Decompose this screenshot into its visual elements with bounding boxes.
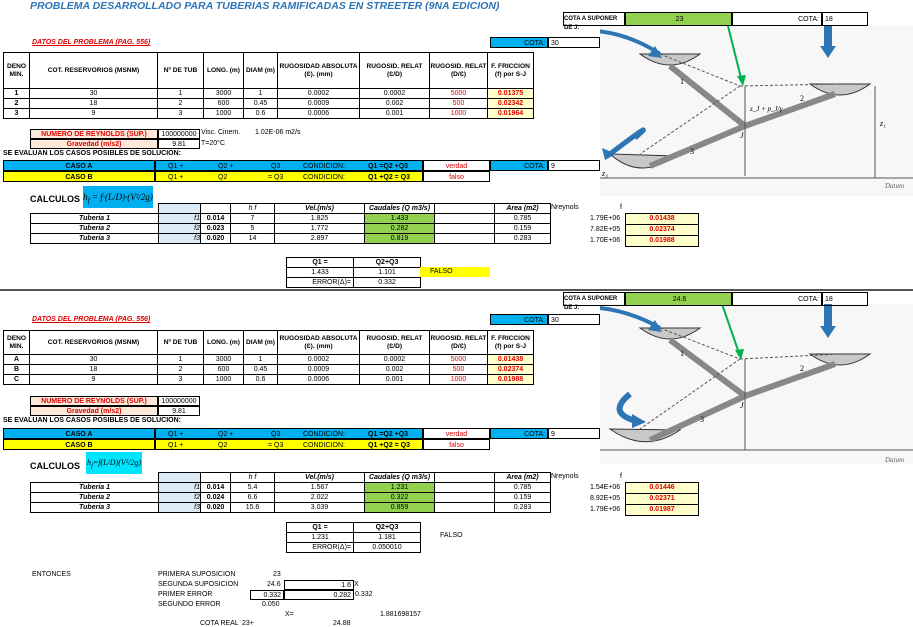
cell[interactable]: 7 (231, 214, 275, 224)
nreynols-header: Nreynols (551, 204, 579, 211)
header-long: LONG. (m) (204, 331, 244, 355)
cell[interactable]: 0.0002 (360, 355, 430, 365)
cell[interactable]: 0.282 (365, 224, 435, 234)
visc-value: 1.02E-06 m2/s (255, 129, 301, 136)
pipe-label-1: 1 (680, 77, 684, 86)
caso-a-result: verdad (423, 428, 490, 439)
cell[interactable]: 0.020 (201, 234, 231, 244)
datos-title: DATOS DEL PROBLEMA (PAG. 556) (32, 39, 151, 46)
datum-label: Datum (885, 456, 905, 464)
tuberia-label: Tuberia 2 (31, 224, 159, 234)
cota-top-label: COTA: (490, 314, 548, 325)
cell[interactable]: 2.022 (275, 493, 365, 503)
calculos-label: CALCULOS (30, 194, 80, 204)
caso-b-name: CASO B (3, 439, 155, 450)
cell[interactable]: 0.819 (365, 234, 435, 244)
cota-top-label: COTA: (490, 37, 548, 48)
x-label: X (354, 581, 359, 588)
cell[interactable]: 3 (158, 375, 204, 385)
reynolds-value[interactable]: 100000000 (158, 129, 200, 139)
header-rug-rel: RUGOSID. RELAT (Ɛ/D) (360, 331, 430, 355)
table-row (4, 109, 534, 119)
cell[interactable]: 1000 (204, 109, 244, 119)
cell[interactable]: 1.567 (275, 483, 365, 493)
cota-mid-label: COTA: (490, 428, 548, 439)
darcy-formula: $h_f = f\cdot(L/D)\cdot(V^2/2g)$ (83, 186, 153, 208)
cell[interactable]: 1000 (430, 375, 488, 385)
cell[interactable]: 0.0009 (278, 99, 360, 109)
cell[interactable]: 0.0009 (278, 365, 360, 375)
cell[interactable]: 5 (231, 224, 275, 234)
q1-value[interactable]: 1.433 (287, 268, 354, 278)
primera-value: 23 (273, 571, 281, 578)
cota-top-value[interactable]: 30 (548, 37, 600, 48)
caudal-header: Caudales (Q m3/s) (365, 204, 435, 214)
cell[interactable]: 0.159 (495, 224, 551, 234)
segunda-value: 24.6 (267, 581, 281, 588)
eval-label: SE EVALUAN LOS CASOS POSIBLES DE SOLUCION: (3, 150, 182, 157)
pipe-label-2: 2 (800, 94, 804, 103)
f-header: f (620, 204, 622, 211)
cota-mid-label: COTA: (490, 160, 548, 171)
reynolds-label: NUMERO DE REYNOLDS (SUP.) (30, 129, 158, 139)
primer-error-diff[interactable]: 0.282 (284, 590, 354, 600)
gravedad-label: Gravedad (m/s2) (30, 139, 158, 149)
header-rug-abs: RUGOSIDAD ABSOLUTA (Ɛ). (mm) (278, 53, 360, 89)
tuberia-label: Tuberia 3 (31, 234, 159, 244)
cell[interactable]: 3.039 (275, 503, 365, 513)
cell[interactable]: 0.859 (365, 503, 435, 513)
cell[interactable]: 0.6 (244, 375, 278, 385)
cell[interactable]: 2 (4, 99, 30, 109)
caso-a-name: CASO A (3, 160, 155, 171)
segunda-diff[interactable]: 1.6 (284, 580, 354, 590)
cota-real-value: 23+ (242, 620, 254, 627)
cell[interactable]: 0.785 (495, 214, 551, 224)
vel-header: Vel.(m/s) (275, 473, 365, 483)
header-rug-rel2: RUGOSID. RELAT (D/Ɛ) (430, 331, 488, 355)
cota-mid-value[interactable]: 9 (548, 428, 600, 439)
cell[interactable]: 2 (158, 99, 204, 109)
q23-label: Q2+Q3 (354, 523, 421, 533)
cell[interactable]: 3000 (204, 89, 244, 99)
caso-b-name: CASO B (3, 171, 155, 182)
cell[interactable]: 0.024 (201, 493, 231, 503)
cell[interactable]: 0.002 (360, 99, 430, 109)
cota-right-value[interactable]: 18 (822, 292, 868, 306)
cota-suponer-value[interactable]: 24.6 (625, 292, 732, 306)
cell[interactable]: 0.0006 (278, 109, 360, 119)
nreynols-3: 1.70E+06 (590, 237, 621, 244)
cell[interactable]: 0.0002 (278, 89, 360, 99)
page-title: PROBLEMA DESARROLLADO PARA TUBERIAS RAMIFICADAS EN STREETER (9NA EDICION) (30, 0, 500, 12)
nreynols-2: 7.82E+05 (590, 226, 621, 233)
f-header: f (620, 473, 622, 480)
cota-real-label: COTA REAL (200, 620, 239, 627)
cell[interactable]: 14 (231, 234, 275, 244)
cell[interactable]: 1 (158, 355, 204, 365)
cell[interactable]: 1.825 (275, 214, 365, 224)
q1-label: Q1 = (287, 523, 354, 533)
section-divider (0, 289, 913, 291)
cell[interactable]: 1000 (204, 375, 244, 385)
cell[interactable]: 500 (430, 99, 488, 109)
tuberia-label: Tuberia 2 (31, 493, 159, 503)
table-row (4, 355, 534, 365)
error-value[interactable]: 0.332 (354, 278, 421, 288)
caso-a-row: Q1 + Q2 + Q3 CONDICION: Q1 =Q2 +Q3 (155, 428, 423, 439)
segundo-error-label: SEGUNDO ERROR (158, 601, 221, 608)
cell[interactable]: 0.01438 (488, 355, 534, 365)
table-row (4, 89, 534, 99)
z1-label: z₁ (880, 119, 886, 128)
cell[interactable]: 5000 (430, 355, 488, 365)
tuberia-label: Tuberia 3 (31, 503, 159, 513)
summary-table (286, 522, 421, 553)
cell[interactable]: 0.6 (244, 109, 278, 119)
cota-right-label: COTA: (732, 12, 822, 26)
f-label: f3 (159, 234, 201, 244)
datos-title: DATOS DEL PROBLEMA (PAG. 556) (32, 316, 151, 323)
f-result-3[interactable]: 0.01988 (625, 235, 699, 247)
pipe-label-1: 1 (680, 349, 684, 358)
pipe-label-3: 3 (690, 147, 694, 156)
x-eq-label: X= (285, 611, 294, 618)
visc-label: Visc. Cinem. (201, 129, 241, 136)
f-result-2[interactable]: 0.02371 (625, 493, 699, 505)
q23-value[interactable]: 1.101 (354, 268, 421, 278)
tuberia-label: Tuberia 1 (31, 483, 159, 493)
header-ntub: Nº DE TUB (158, 331, 204, 355)
cell[interactable]: 600 (204, 99, 244, 109)
primer-error-label: PRIMER ERROR (158, 591, 213, 598)
cell[interactable]: 0.322 (365, 493, 435, 503)
segundo-error-value: 0.050 (262, 601, 280, 608)
f-result-1[interactable]: 0.01438 (625, 213, 699, 225)
cota-right-value[interactable]: 18 (822, 12, 868, 26)
cell[interactable]: 1 (244, 355, 278, 365)
darcy-formula: $h_f=f(L/D)(V^2/2g)$ (86, 452, 142, 474)
z3-label: z₃ (602, 169, 608, 178)
nreynols-2: 8.92E+05 (590, 495, 621, 502)
table-row (31, 483, 551, 493)
f-label: f2 (159, 493, 201, 503)
branched-pipes-diagram (600, 26, 913, 196)
cota-suponer-value[interactable]: 23 (625, 12, 732, 26)
cell[interactable]: 0.283 (495, 234, 551, 244)
pipe-label-3: 3 (700, 415, 704, 424)
cell[interactable]: 5.4 (231, 483, 275, 493)
table-row (4, 375, 534, 385)
cell[interactable]: 1.231 (365, 483, 435, 493)
calculos-table (30, 472, 551, 513)
header-rug-rel: RUGOSID. RELAT (Ɛ/D) (360, 53, 430, 89)
cota-suponer-label: COTA A SUPONER DE J: (563, 12, 625, 26)
cell[interactable]: 30 (30, 355, 158, 365)
table-row (31, 224, 551, 234)
error-label: ERROR(Δ)= (287, 543, 354, 553)
summary-table (286, 257, 421, 288)
segunda-label: SEGUNDA SUPOSICION (158, 581, 239, 588)
error-label: ERROR(Δ)= (287, 278, 354, 288)
area-header: Area (m2) (495, 204, 551, 214)
cell[interactable]: 1 (4, 89, 30, 99)
cell[interactable]: B (4, 365, 30, 375)
f-label: f2 (159, 224, 201, 234)
falso-badge: FALSO (420, 267, 490, 277)
caso-a-row: Q1 + Q2 + Q3 CONDICION: Q1 =Q2 +Q3 (155, 160, 423, 171)
header-deno: DENO MIN. (4, 331, 30, 355)
caudal-header: Caudales (Q m3/s) (365, 473, 435, 483)
cell[interactable]: 0.45 (244, 99, 278, 109)
cell[interactable]: 0.002 (360, 365, 430, 375)
falso-badge: FALSO (440, 532, 463, 539)
cell[interactable]: 0.785 (495, 483, 551, 493)
entonces-label: ENTONCES (32, 571, 71, 578)
cota-suponer-label: COTA A SUPONER DE J: (563, 292, 625, 306)
f-result-1[interactable]: 0.01446 (625, 482, 699, 494)
zj-label: z_J + p_J/γ (750, 105, 783, 113)
section-2 (0, 292, 913, 551)
cell[interactable]: 9 (30, 109, 158, 119)
cell[interactable]: 18 (30, 99, 158, 109)
primer-error-v3: 0.332 (355, 591, 373, 598)
cell[interactable]: 5000 (430, 89, 488, 99)
cell[interactable]: 0.02342 (488, 99, 534, 109)
table-row (4, 99, 534, 109)
nreynols-1: 1.79E+06 (590, 215, 621, 222)
cell[interactable]: 0.001 (360, 109, 430, 119)
caso-b-row: Q1 + Q2 = Q3 CONDICION: Q1 +Q2 = Q3 (155, 171, 423, 182)
x-value: 1.881698157 (380, 611, 421, 618)
junction-label: J (740, 401, 744, 410)
cell[interactable]: 1000 (430, 109, 488, 119)
cell[interactable]: 3000 (204, 355, 244, 365)
cota-real-result: 24.88 (333, 620, 351, 627)
branched-pipes-diagram (600, 304, 913, 464)
cell[interactable]: 0.014 (201, 483, 231, 493)
primera-label: PRIMERA SUPOSICION (158, 571, 236, 578)
header-fric: F. FRICCION (f) por S-J (488, 53, 534, 89)
cell[interactable]: 0.0002 (360, 89, 430, 99)
area-header: Area (m2) (495, 473, 551, 483)
cell[interactable]: 0.001 (360, 375, 430, 385)
cell[interactable]: 0.023 (201, 224, 231, 234)
hf-header: h f (231, 473, 275, 483)
q1-value[interactable]: 1.231 (287, 533, 354, 543)
datum-label: Datum (885, 182, 905, 190)
nreynols-3: 1.79E+06 (590, 506, 621, 513)
cota-mid-value[interactable]: 9 (548, 160, 600, 171)
caso-b-row: Q1 + Q2 = Q3 CONDICION: Q1 +Q2 = Q3 (155, 439, 423, 450)
section-1 (0, 12, 913, 288)
f-label: f1 (159, 214, 201, 224)
cell[interactable]: 0.01375 (488, 89, 534, 99)
header-diam: DIAM (m) (244, 331, 278, 355)
gravedad-value[interactable]: 9.81 (158, 406, 200, 416)
cell[interactable]: 1.433 (365, 214, 435, 224)
table-row (4, 365, 534, 375)
temperature: T=20°C (201, 140, 226, 147)
cell[interactable]: 1 (244, 89, 278, 99)
cell[interactable]: C (4, 375, 30, 385)
cell[interactable]: 9 (30, 375, 158, 385)
cell[interactable]: 0.0002 (278, 355, 360, 365)
cell[interactable]: 15.6 (231, 503, 275, 513)
error-value[interactable]: 0.050010 (354, 543, 421, 553)
gravedad-label: Gravedad (m/s2) (30, 406, 158, 416)
datos-table (3, 330, 534, 385)
header-ntub: Nº DE TUB (158, 53, 204, 89)
header-cot: COT. RESERVORIOS (MSNM) (30, 331, 158, 355)
nreynols-1: 1.54E+06 (590, 484, 621, 491)
q23-value[interactable]: 1.181 (354, 533, 421, 543)
nreynols-header: Nreynols (551, 473, 579, 480)
cota-right-label: COTA: (732, 292, 822, 306)
cell[interactable]: 500 (430, 365, 488, 375)
calculos-table (30, 203, 551, 244)
datos-table (3, 52, 534, 119)
cell[interactable]: 0.02374 (488, 365, 534, 375)
cell[interactable]: 0.01988 (488, 375, 534, 385)
cell[interactable]: A (4, 355, 30, 365)
q1-label: Q1 = (287, 258, 354, 268)
caso-b-result: falso (423, 171, 490, 182)
gravedad-value[interactable]: 9.81 (158, 139, 200, 149)
reynolds-label: NUMERO DE REYNOLDS (SUP.) (30, 396, 158, 406)
cell[interactable]: 600 (204, 365, 244, 375)
f-result-3[interactable]: 0.01987 (625, 504, 699, 516)
header-cot: COT. RESERVORIOS (MSNM) (30, 53, 158, 89)
cell[interactable]: 0.283 (495, 503, 551, 513)
f-label: f3 (159, 503, 201, 513)
cell[interactable]: 1.772 (275, 224, 365, 234)
f-label: f1 (159, 483, 201, 493)
table-row (31, 503, 551, 513)
cell[interactable]: 3 (4, 109, 30, 119)
caso-b-result: falso (423, 439, 490, 450)
junction-label: J (740, 131, 744, 140)
f-result-2[interactable]: 0.02374 (625, 224, 699, 236)
reynolds-value[interactable]: 100000000 (158, 396, 200, 406)
hf-header: h f (231, 204, 275, 214)
cell[interactable]: 0.0006 (278, 375, 360, 385)
cell[interactable]: 0.014 (201, 214, 231, 224)
cell[interactable]: 3 (158, 109, 204, 119)
cell[interactable]: 2 (158, 365, 204, 375)
header-fric: F. FRICCION (f) por S-J (488, 331, 534, 355)
primer-error-value[interactable]: 0.332 (250, 590, 284, 600)
calculos-label: CALCULOS (30, 461, 80, 471)
caso-a-result: verdad (423, 160, 490, 171)
cell[interactable]: 18 (30, 365, 158, 375)
cell[interactable]: 0.45 (244, 365, 278, 375)
cell[interactable]: 0.01964 (488, 109, 534, 119)
cota-top-value[interactable]: 30 (548, 314, 600, 325)
table-row (31, 493, 551, 503)
header-rug-rel2: RUGOSID. RELAT (D/Ɛ) (430, 53, 488, 89)
cell[interactable]: 0.020 (201, 503, 231, 513)
cell[interactable]: 0.159 (495, 493, 551, 503)
caso-a-name: CASO A (3, 428, 155, 439)
header-rug-abs: RUGOSIDAD ABSOLUTA (Ɛ). (mm) (278, 331, 360, 355)
cell[interactable]: 1 (158, 89, 204, 99)
header-diam: DIAM (m) (244, 53, 278, 89)
table-row (31, 214, 551, 224)
table-row (31, 234, 551, 244)
cell[interactable]: 6.6 (231, 493, 275, 503)
cell[interactable]: 2.897 (275, 234, 365, 244)
eval-label: SE EVALUAN LOS CASOS POSIBLES DE SOLUCION: (3, 417, 182, 424)
vel-header: Vel.(m/s) (275, 204, 365, 214)
header-deno: DENO MIN. (4, 53, 30, 89)
pipe-label-2: 2 (800, 364, 804, 373)
header-long: LONG. (m) (204, 53, 244, 89)
tuberia-label: Tuberia 1 (31, 214, 159, 224)
cell[interactable]: 30 (30, 89, 158, 99)
q23-label: Q2+Q3 (354, 258, 421, 268)
